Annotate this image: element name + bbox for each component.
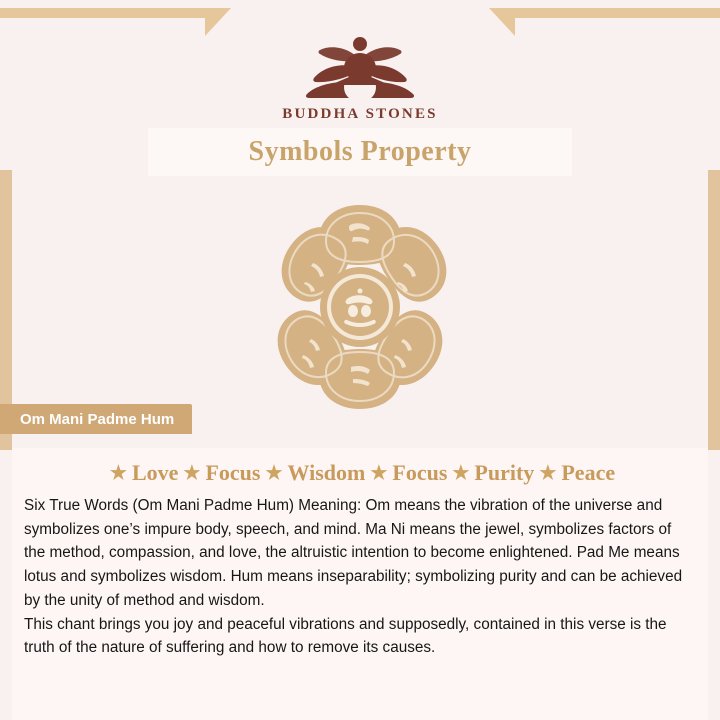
body-text: [24, 494, 696, 660]
description-panel: [12, 448, 708, 720]
star-icon: ★: [370, 462, 388, 484]
keyword-focus-2: Focus: [392, 460, 448, 485]
lotus-meditation-icon: [0, 22, 720, 102]
page-title: Symbols Property: [248, 136, 472, 167]
star-icon: ★: [539, 462, 557, 484]
body-paragraph-2: This chant brings you joy and peaceful vibrations and supposedly, contained in this verse is the truth of the nature of suffering and how to remove its causes.: [24, 615, 667, 657]
brand-header: [0, 22, 720, 123]
keyword-peace: Peace: [561, 460, 616, 485]
badge-label: Om Mani Padme Hum: [20, 410, 175, 428]
star-icon: ★: [265, 462, 283, 484]
title-band: [148, 128, 572, 176]
keyword-focus-1: Focus: [205, 460, 261, 485]
om-mani-padme-hum-mandala-icon: [235, 187, 485, 427]
brand-name: BUDDHA STONES: [282, 106, 438, 122]
keyword-purity: Purity: [474, 460, 535, 485]
keyword-list: [24, 460, 696, 486]
star-icon: ★: [452, 462, 470, 484]
top-right-frame-line: [508, 8, 720, 18]
mandala-illustration: [0, 182, 720, 432]
star-icon: ★: [183, 462, 201, 484]
top-left-frame-line: [0, 8, 212, 18]
status-badge: [0, 404, 192, 434]
body-paragraph-1: Six True Words (Om Mani Padme Hum) Meaning: Om means the vibration of the universe and symbolizes one’s impure body, speech, and mind. Ma Ni means the jewel, symbolizes factors of the method, compassion, and love, the altruistic intention to become enlightened. Pad Me means lotus and symbolizes wisdom. Hum means inseparability; symbolizing purity and can be achieved by the unity of method and wisdom.: [24, 497, 683, 609]
star-icon: ★: [109, 462, 127, 484]
keyword-love: Love: [131, 460, 179, 485]
keyword-wisdom: Wisdom: [287, 460, 366, 485]
